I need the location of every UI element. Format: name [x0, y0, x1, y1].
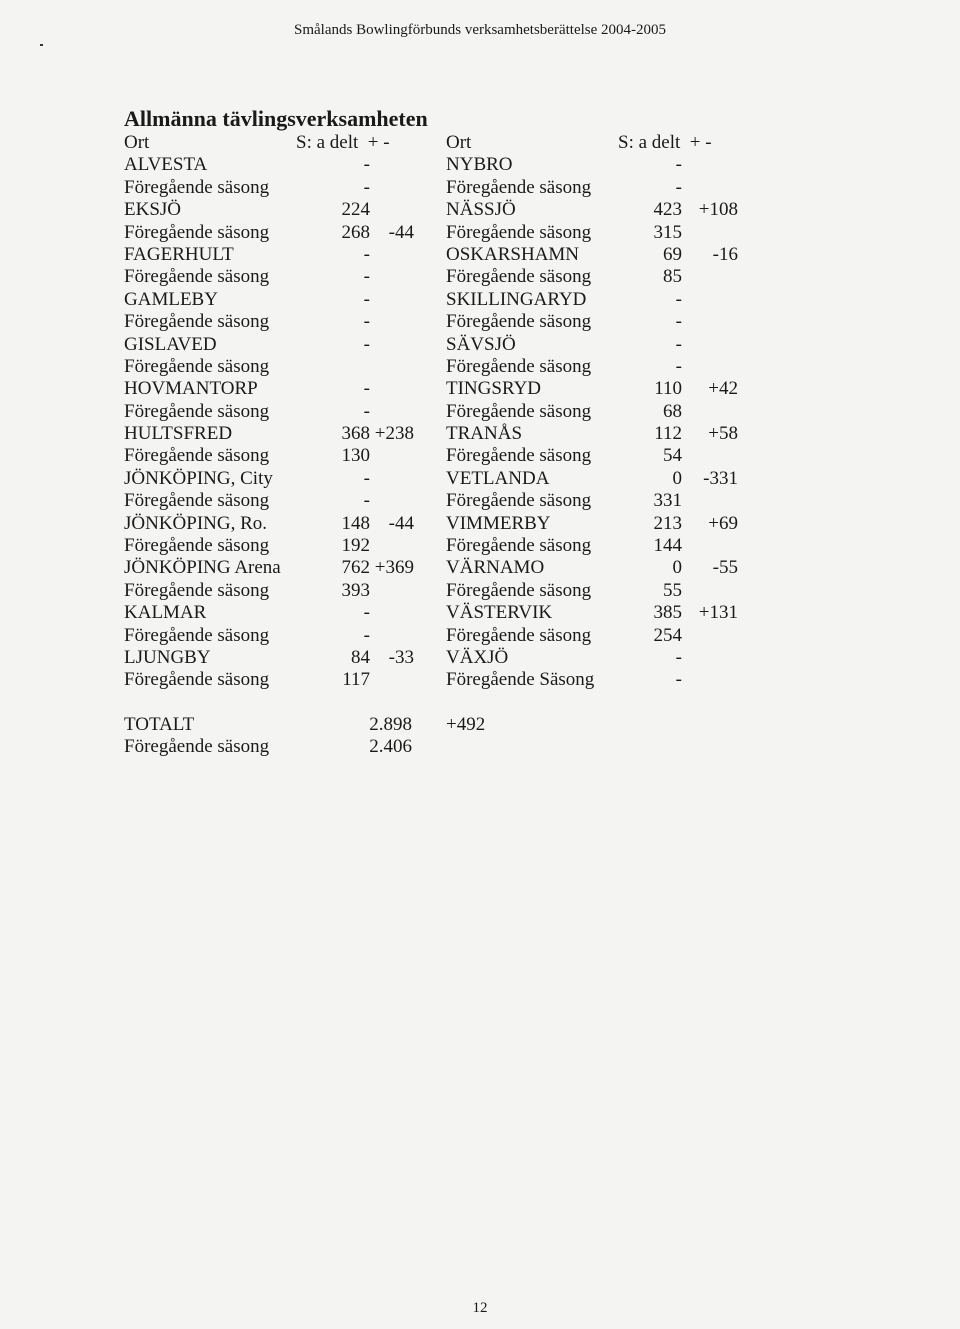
right-diff-cell: +58 [708, 423, 738, 445]
left-value-cell: - [363, 624, 370, 646]
right-ort-cell: Föregående säsong [446, 311, 592, 333]
left-ort-cell: Föregående säsong [124, 624, 270, 646]
total-diff: +492 [446, 714, 486, 735]
totals-block [0, 714, 960, 759]
right-ort-cell: VIMMERBY [446, 512, 551, 534]
right-ort-header: Ort [446, 132, 472, 153]
left-ort-cell: LJUNGBY [124, 646, 211, 668]
table-row [0, 490, 960, 512]
left-value-cell: - [363, 602, 370, 624]
right-ort-cell: VÄRNAMO [446, 557, 545, 579]
left-ort-cell: Föregående säsong [124, 266, 270, 288]
right-diff-cell: +42 [708, 378, 738, 400]
right-ort-cell: VÄXJÖ [446, 646, 509, 668]
right-value-cell: 254 [653, 624, 682, 646]
total-value: 2.898 [369, 714, 412, 735]
left-value-cell: 224 [341, 199, 370, 221]
right-ort-cell: Föregående säsong [446, 535, 592, 557]
right-value-cell: 385 [653, 602, 682, 624]
right-ort-cell: Föregående säsong [446, 445, 592, 467]
table-row [0, 199, 960, 221]
left-value-cell: 84 [351, 646, 370, 668]
table-row [0, 445, 960, 467]
table-row [0, 580, 960, 602]
results-table [0, 132, 960, 692]
right-value-cell: 68 [663, 400, 682, 422]
table-row [0, 625, 960, 647]
left-diff-cell: -33 [388, 646, 414, 668]
right-value-cell: 144 [653, 535, 682, 557]
left-ort-cell: Föregående säsong [124, 579, 270, 601]
right-ort-cell: SKILLINGARYD [446, 288, 587, 310]
table-row [0, 266, 960, 288]
right-ort-cell: NÄSSJÖ [446, 199, 516, 221]
right-value-cell: 112 [654, 423, 682, 445]
table-row [0, 334, 960, 356]
left-ort-cell: Föregående säsong [124, 535, 270, 557]
right-ort-cell: VETLANDA [446, 467, 550, 489]
left-ort-cell: Föregående säsong [124, 355, 270, 377]
right-value-cell: 331 [653, 490, 682, 512]
left-diff-cell: +369 [374, 557, 414, 579]
left-ort-cell: Föregående säsong [124, 490, 270, 512]
right-ort-cell: Föregående säsong [446, 490, 592, 512]
left-ort-cell: GAMLEBY [124, 288, 218, 310]
right-value-cell: 0 [672, 467, 682, 489]
left-value-cell: 393 [341, 579, 370, 601]
right-ort-cell: Föregående säsong [446, 266, 592, 288]
table-row [0, 311, 960, 333]
left-value-cell: - [363, 400, 370, 422]
left-diff-cell: -44 [388, 512, 414, 534]
left-ort-cell: Föregående säsong [124, 176, 270, 198]
table-row [0, 557, 960, 579]
left-value-cell: 130 [341, 445, 370, 467]
total-prev-value: 2.406 [369, 736, 412, 758]
left-val-header: S: a delt + - [296, 132, 390, 153]
left-ort-cell: EKSJÖ [124, 199, 182, 221]
right-ort-cell: Föregående säsong [446, 624, 592, 646]
table-row [0, 378, 960, 400]
left-value-cell: 117 [342, 669, 370, 691]
right-val-header: S: a delt + - [618, 132, 712, 153]
right-value-cell: - [675, 646, 682, 668]
table-row [0, 289, 960, 311]
left-value-cell: - [363, 467, 370, 489]
scan-speck [40, 44, 43, 46]
table-row [0, 222, 960, 244]
left-ort-cell: KALMAR [124, 602, 207, 624]
right-value-cell: 110 [654, 378, 682, 400]
left-ort-cell: Föregående säsong [124, 311, 270, 333]
right-value-cell: 55 [663, 579, 682, 601]
right-diff-cell: -331 [703, 467, 738, 489]
left-ort-cell: Föregående säsong [124, 400, 270, 422]
table-row [0, 356, 960, 378]
right-value-cell: 54 [663, 445, 682, 467]
left-ort-cell: HULTSFRED [124, 423, 233, 445]
page-header: Smålands Bowlingförbunds verksamhetsberättelse 2004-2005 [293, 22, 667, 38]
right-value-cell: 315 [653, 221, 682, 243]
left-value-cell: - [363, 176, 370, 198]
left-value-cell: - [363, 333, 370, 355]
right-value-cell: 69 [663, 243, 682, 265]
right-value-cell: - [675, 355, 682, 377]
right-ort-cell: SÄVSJÖ [446, 333, 516, 355]
right-ort-cell: Föregående Säsong [446, 669, 595, 691]
left-value-cell: - [363, 266, 370, 288]
right-value-cell: - [675, 333, 682, 355]
table-row [0, 468, 960, 490]
table-row [0, 154, 960, 176]
left-value-cell: - [363, 378, 370, 400]
table-row [0, 647, 960, 669]
left-ort-cell: ALVESTA [124, 154, 208, 176]
right-value-cell: - [675, 311, 682, 333]
left-ort-cell: Föregående säsong [124, 669, 270, 691]
total-prev-label: Föregående säsong [124, 736, 270, 758]
table-row [0, 244, 960, 266]
right-diff-cell: +131 [698, 602, 738, 624]
left-value-cell: - [363, 311, 370, 333]
right-value-cell: 423 [653, 199, 682, 221]
left-value-cell: 762 [341, 557, 370, 579]
right-diff-cell: +69 [708, 512, 738, 534]
left-ort-cell: FAGERHULT [124, 243, 234, 265]
right-value-cell: - [675, 669, 682, 691]
right-ort-cell: TINGSRYD [446, 378, 542, 400]
right-value-cell: 85 [663, 266, 682, 288]
right-value-cell: - [675, 154, 682, 176]
right-ort-cell: NYBRO [446, 154, 513, 176]
right-diff-cell: +108 [698, 199, 738, 221]
right-ort-cell: Föregående säsong [446, 355, 592, 377]
section-title: Allmänna tävlingsverksamheten [124, 106, 428, 131]
left-ort-cell: JÖNKÖPING, Ro. [124, 512, 268, 534]
right-ort-cell: Föregående säsong [446, 221, 592, 243]
left-value-cell: 148 [341, 512, 370, 534]
table-row [0, 513, 960, 535]
left-ort-cell: Föregående säsong [124, 221, 270, 243]
right-ort-cell: Föregående säsong [446, 176, 592, 198]
table-row [0, 535, 960, 557]
table-header-row [0, 132, 960, 154]
right-diff-cell: -16 [712, 243, 738, 265]
right-value-cell: - [675, 176, 682, 198]
left-value-cell: 192 [341, 535, 370, 557]
left-value-cell: - [363, 243, 370, 265]
table-row [0, 602, 960, 624]
left-ort-cell: JÖNKÖPING Arena [124, 557, 281, 579]
left-value-cell: - [363, 288, 370, 310]
left-ort-cell: JÖNKÖPING, City [124, 467, 273, 489]
total-prev-row [0, 736, 960, 758]
left-ort-cell: GISLAVED [124, 333, 217, 355]
left-value-cell: - [363, 154, 370, 176]
left-diff-cell: +238 [374, 423, 414, 445]
left-value-cell: 268 [341, 221, 370, 243]
left-ort-header: Ort [124, 132, 150, 153]
total-label: TOTALT [124, 714, 195, 735]
page-number: 12 [472, 1300, 488, 1316]
right-ort-cell: Föregående säsong [446, 400, 592, 422]
table-row [0, 669, 960, 691]
left-ort-cell: Föregående säsong [124, 445, 270, 467]
left-ort-cell: HOVMANTORP [124, 378, 258, 400]
table-row [0, 401, 960, 423]
left-value-cell: - [363, 490, 370, 512]
right-ort-cell: Föregående säsong [446, 579, 592, 601]
left-diff-cell: -44 [388, 221, 414, 243]
total-row [0, 714, 960, 736]
right-diff-cell: -55 [712, 557, 738, 579]
right-value-cell: 213 [653, 512, 682, 534]
left-value-cell: 368 [341, 423, 370, 445]
table-row [0, 177, 960, 199]
right-ort-cell: TRANÅS [446, 423, 523, 445]
right-ort-cell: OSKARSHAMN [446, 243, 580, 265]
right-value-cell: - [675, 288, 682, 310]
table-row [0, 423, 960, 445]
right-ort-cell: VÄSTERVIK [446, 602, 553, 624]
right-value-cell: 0 [672, 557, 682, 579]
